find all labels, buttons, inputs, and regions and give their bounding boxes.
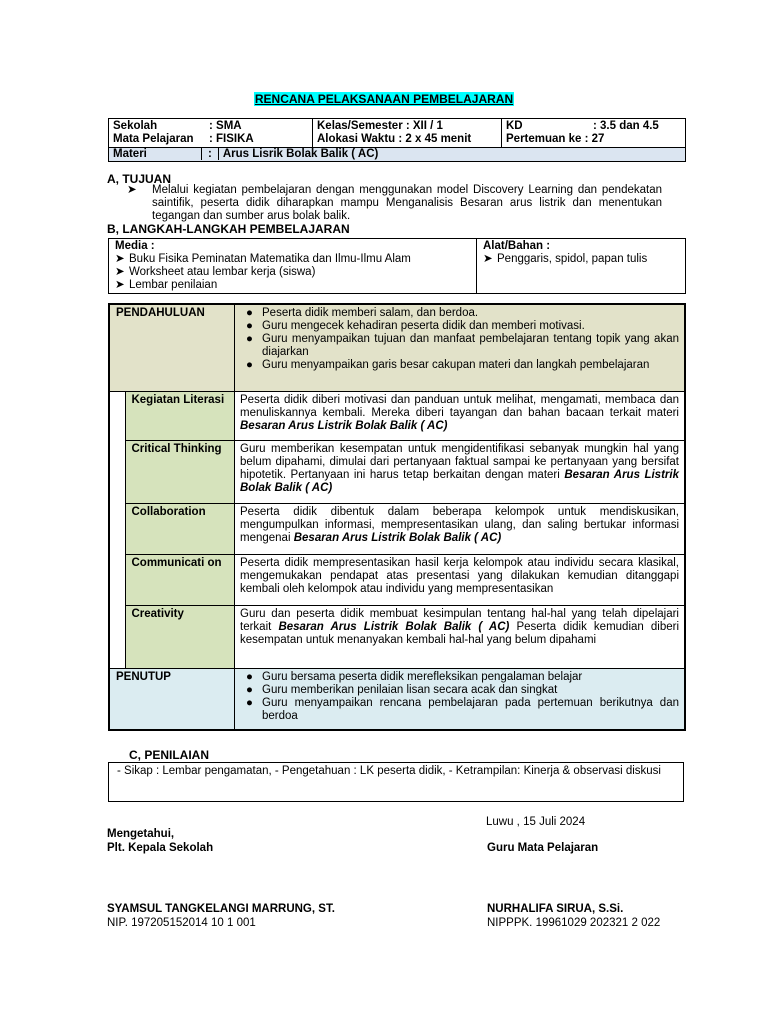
critical-label: Critical Thinking [126,441,235,504]
langkah-heading: B, LANGKAH-LANGKAH PEMBELAJARAN [107,222,350,236]
kd-label: KD [506,120,523,132]
communication-label: Communicati on [126,555,235,606]
document-title: RENCANA PELAKSANAAN PEMBELAJARAN [254,92,514,106]
alat-item [483,253,679,266]
arrowhead-bullet-icon: ➤ [115,266,125,278]
alat-cell [477,239,686,294]
principal-name: SYAMSUL TANGKELANGI MARRUNG, ST. [107,903,335,915]
school-label: Sekolah [113,120,158,132]
penutup-item-text: Guru bersama peserta didik merefleksikan pengalaman belajar [262,671,583,683]
time-allocation: Alokasi Waktu : 2 x 45 menit [317,133,472,145]
pendahuluan-item [240,359,679,372]
school-value: : SMA [209,120,242,132]
collaboration-label: Collaboration [126,504,235,555]
core-spacer [109,392,126,669]
bullet-icon: ● [246,333,253,345]
pendahuluan-item [240,320,679,333]
materi-emphasis: Besaran Arus Listrik Bolak Balik ( AC) [278,621,510,633]
media-item-text: Worksheet atau lembar kerja (siswa) [129,266,316,278]
materi-emphasis: Besaran Arus Listrik Bolak Balik ( AC) [240,420,448,432]
subject-value: : FISIKA [209,133,254,145]
bullet-icon: ● [246,684,253,696]
materi-label: Materi [113,148,147,160]
penutup-item [240,684,679,697]
alat-list [483,253,679,266]
penilaian-text: - Sikap : Lembar pengamatan, - Pengetahuan : LK peserta didik, - Ketrampilan: Kinerja & observasi diskusi [117,765,661,777]
activity-table [108,303,686,731]
materi-value: Arus Lisrik Bolak Balik ( AC) [218,148,379,160]
tujuan-heading: A, TUJUAN [107,172,172,186]
kd-cell [502,119,686,148]
critical-text: Guru memberikan kesempatan untuk mengidentifikasi sebanyak mungkin hal yang belum dipahami, dimulai dari pertanyaan faktual sampai ke pertanyaan yang bersifat hipotetik. Pertanyaan ini harus tetap berkaitan dengan materi [240,443,679,481]
materi-colon: : [201,148,218,160]
collaboration-cell [235,504,686,555]
place-date: Luwu , 15 Juli 2024 [486,816,586,828]
media-item [115,266,470,279]
media-table [108,238,686,294]
creativity-text-a: Guru dan peserta didik membuat kesimpulan tentang hal-hal yang telah dipelajari terkait [240,608,679,633]
creativity-cell [235,606,686,669]
arrowhead-bullet-icon: ➤ [127,184,137,196]
penilaian-box [108,762,684,802]
penutup-list [240,671,679,723]
alat-heading: Alat/Bahan : [483,240,551,252]
creativity-text-b: Peserta didik kemudian diberi kesempatan untuk menanyakan kembali hal-hal yang belum dipahami [240,621,680,646]
penutup-item [240,697,679,723]
penilaian-heading: C, PENILAIAN [129,748,210,762]
materi-emphasis: Besaran Arus Listrik Bolak Balik ( AC) [293,532,502,544]
teacher-title: Guru Mata Pelajaran [487,842,599,854]
pendahuluan-list [240,307,679,372]
mengetahui-label: Mengetahui, [107,828,175,840]
alat-item-text: Penggaris, spidol, papan tulis [497,253,648,265]
bullet-icon: ● [246,671,253,683]
media-item [115,253,470,266]
class-cell [313,119,502,148]
literasi-cell [235,392,686,441]
pendahuluan-item [240,333,679,359]
teacher-nip: NIPPPK. 19961029 202321 2 022 [487,917,661,929]
class-semester: Kelas/Semester : XII / 1 [317,120,443,132]
kd-value: : 3.5 dan 4.5 [593,120,659,132]
penutup-item-text: Guru menyampaikan rencana pembelajaran pada pertemuan berikutnya dan berdoa [262,697,679,722]
pendahuluan-item-text: Peserta didik memberi salam, dan berdoa. [262,307,479,319]
media-cell [109,239,477,294]
communication-cell [235,555,686,606]
pendahuluan-label: PENDAHULUAN [109,304,235,392]
media-item [115,279,470,292]
teacher-name: NURHALIFA SIRUA, S.Si. [487,903,624,915]
arrowhead-bullet-icon: ➤ [115,279,125,291]
info-table [108,118,686,162]
literasi-label: Kegiatan Literasi [126,392,235,441]
critical-cell [235,441,686,504]
tujuan-block [127,184,662,223]
penutup-label: PENUTUP [109,669,235,731]
principal-nip: NIP. 197205152014 10 1 001 [107,917,256,929]
literasi-text: Peserta didik diberi motivasi dan panduan untuk melihat, mengamati, membaca dan menuliskannya kembali. Mereka diberi tayangan dan bahan bacaan terkait materi [240,394,679,419]
subject-label: Mata Pelajaran [113,133,194,145]
bullet-icon: ● [246,307,253,319]
materi-row [109,148,686,162]
penutup-cell [235,669,686,731]
bullet-icon: ● [246,697,253,709]
bullet-icon: ● [246,359,253,371]
meeting-number: Pertemuan ke : 27 [506,133,605,145]
tujuan-text: Melalui kegiatan pembelajaran dengan menggunakan model Discovery Learning dan pendekatan saintifik, peserta didik diharapkan mampu Menganalisis Besaran arus listrik dan menentukan tegangan dan sumber arus bolak balik. [152,184,662,222]
media-item-text: Buku Fisika Peminatan Matematika dan Ilmu-Ilmu Alam [129,253,411,265]
pendahuluan-item-text: Guru menyampaikan garis besar cakupan materi dan langkah pembelajaran [262,359,650,371]
media-list [115,253,470,292]
arrowhead-bullet-icon: ➤ [115,253,125,265]
school-cell [109,119,313,148]
creativity-label: Creativity [126,606,235,669]
media-item-text: Lembar penilaian [129,279,218,291]
pendahuluan-item-text: Guru menyampaikan tujuan dan manfaat pembelajaran tentang topik yang akan diajarkan [262,333,679,358]
bullet-icon: ● [246,320,253,332]
pendahuluan-item-text: Guru mengecek kehadiran peserta didik dan memberi motivasi. [262,320,585,332]
materi-emphasis: Besaran Arus Listrik Bolak Balik ( AC) [240,469,679,494]
communication-text: Peserta didik mempresentasikan hasil kerja kelompok atau individu secara klasikal, mengemukakan pendapat atas presentasi yang dilakukan kemudian ditanggapi kembali oleh kelompok atau individu yang mempresentasikan [240,557,679,595]
arrowhead-bullet-icon: ➤ [483,253,493,265]
media-heading: Media : [115,240,155,252]
penutup-item-text: Guru memberikan penilaian lisan secara acak dan singkat [262,684,558,696]
principal-title: Plt. Kepala Sekolah [107,842,214,854]
pendahuluan-cell [235,304,686,392]
collaboration-text: Peserta didik dibentuk dalam beberapa kelompok untuk mendiskusikan, mengumpulkan informasi, mempresentasikan ulang, dan saling bertukar informasi mengenai [240,506,679,544]
penutup-item [240,671,679,684]
pendahuluan-item [240,307,679,320]
